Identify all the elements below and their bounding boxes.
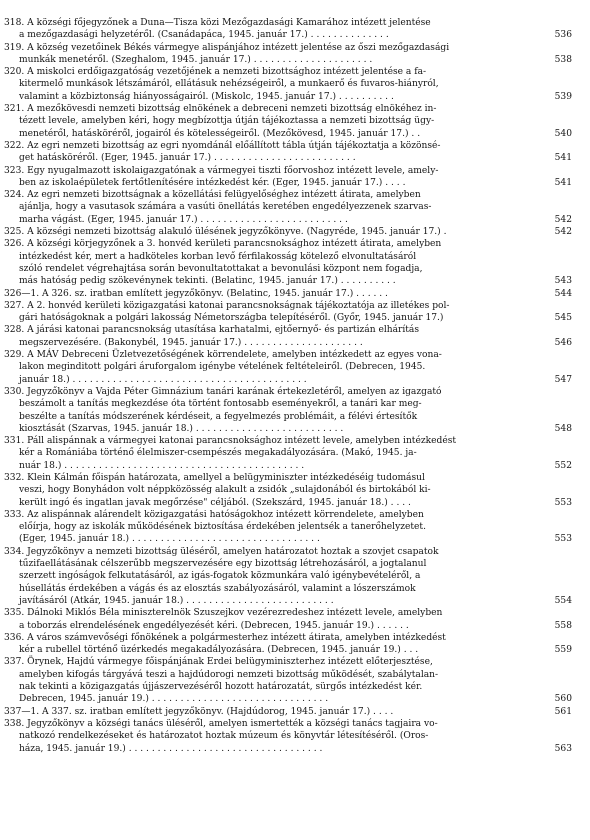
- page-number: 547: [554, 374, 572, 385]
- entry-title-line: 335. Dálnoki Miklós Béla miniszterelnök Szuszejkov vezérezredeshez intézett levele, amelyben: [4, 608, 443, 619]
- entry-continuation-line: kér a Romániába történő élelmiszer-csempészés megakadályozására. (Makó, 1945. ja-: [19, 448, 417, 459]
- entry-title-line: 325. A községi nemzeti bizottság alakuló ülésének jegyzőkönyve. (Nagyréde, 1945. január 17.) . 542: [4, 227, 572, 238]
- entry-continuation-line: natkozó rendelkezéseket és határozatot hoztak múzeum és könyvtár létesítéséről. (Oros-: [19, 731, 429, 742]
- entry-continuation-line: ben az iskolaépületek fertőtlenítésére intézkedést kér. (Eger, 1945. január 17.) . . . . 541: [19, 177, 572, 188]
- page-number: 542: [554, 214, 572, 225]
- entry-title-line: 329. A MÁV Debreceni Üzletvezetőségének körrendelete, amelyben intézkedett az egyes vona-: [4, 350, 442, 361]
- entry-title-line: 337—1. A 337. sz. iratban említett jegyzőkönyv. (Hajdúdorog, 1945. január 17.) . . . . 561: [4, 706, 572, 717]
- entry-continuation-line: intézkedést kér, mert a hadköteles korban levő férfilakosság kötelező elvonultatásáról: [19, 251, 417, 262]
- entry-continuation-line: január 18.) . . . . . . . . . . . . . . . . . . . . . . . . . . . . . . . . . . . . . . . . . 547: [19, 374, 572, 385]
- toc-entry: [0, 386, 590, 435]
- entry-continuation-line: beszámolt a tanítás megkezdése óta történt fontosabb eseményekről, a tanári kar meg-: [19, 399, 422, 410]
- toc-entry: [0, 546, 590, 607]
- entry-continuation-line: más hatóság pedig szökevénynek tekinti. (Belatinc, 1945. január 17.) . . . . . . . . . . 543: [19, 276, 572, 287]
- page-number: 558: [554, 620, 572, 631]
- entry-continuation-line: munkák menetéről. (Szeghalom, 1945. január 17.) . . . . . . . . . . . . . . . . . . . . . 538: [19, 54, 572, 65]
- page-number: 545: [554, 313, 572, 324]
- entry-title-line: 322. Az egri nemzeti bizottság az egri nyomdánál előállított tábla útján tájékoztatja a közönsé-: [4, 140, 441, 151]
- toc-entry: [0, 656, 590, 705]
- entry-title-line: 319. A község vezetőinek Békés vármegye alispánjához intézett jelentése az őszi mezőgazdasági: [4, 42, 450, 53]
- entry-title-line: 333. Az alispánnak alárendelt közigazgatási hatóságokhoz intézett körrendelete, amelyben: [4, 509, 424, 520]
- entry-continuation-line: javításáról (Atkár, 1945. január 18.) . . . . . . . . . . . . . . . . . . . . . . . . . . 554: [19, 595, 572, 606]
- entry-title-line: 334. Jegyzőkönyv a nemzeti bizottság üléséről, amelyen határozatot hoztak a szovjet csapatok: [4, 546, 439, 557]
- toc-entry: [0, 718, 590, 755]
- toc-entry: [0, 226, 590, 238]
- entry-continuation-line: tűzifaellátásának célszerűbb megszervezésére egy bizottság létrehozásáról, a jogtalanul: [19, 559, 427, 570]
- entry-title-line: 318. A községi főjegyzőnek a Duna—Tisza közi Mezőgazdasági Kamarához intézett jelentése: [4, 18, 431, 28]
- entry-continuation-line: megszervezésére. (Bakonybél, 1945. január 17.) . . . . . . . . . . . . . . . . . . . . . 546: [19, 337, 572, 348]
- entry-continuation-line: háza, 1945. január 19.) . . . . . . . . . . . . . . . . . . . . . . . . . . . . . . . . . . 563: [19, 743, 572, 754]
- toc-entry: [0, 17, 590, 42]
- entry-title-line: 323. Egy nyugalmazott iskolaigazgatónak a vármegyei tiszti főorvoshoz intézett levele, amely-: [4, 165, 439, 176]
- entry-title-line: 338. Jegyzőkönyv a községi tanács üléséről, amelyen ismertették a községi tanács tagjaira vo-: [4, 718, 438, 729]
- toc-entry: [0, 66, 590, 103]
- entry-continuation-line: menetéről, hatásköréről, jogairól és kötelességeiről. (Mezőkövesd, 1945. január 17.) . . 540: [19, 128, 572, 139]
- toc-entry: [0, 632, 590, 657]
- entry-continuation-line: get hatásköréről. (Eger, 1945. január 17.) . . . . . . . . . . . . . . . . . . . . . . . . . 541: [19, 153, 572, 164]
- page-number: 541: [554, 153, 572, 164]
- toc-entry: [0, 300, 590, 325]
- toc-entry: [0, 140, 590, 165]
- page-number: 553: [554, 497, 572, 508]
- toc-entry: [0, 189, 590, 226]
- toc-entry: [0, 509, 590, 546]
- entry-title-line: 332. Klein Kálmán főispán határozata, amellyel a belügyminiszter intézkedéséig tudomásul: [4, 472, 425, 483]
- toc-entry: [0, 42, 590, 67]
- page-number: 561: [554, 706, 572, 717]
- entry-continuation-line: húsellátás érdekében a vágás és az elosztás szabályozásáról, valamint a lószerszámok: [19, 583, 416, 594]
- entry-title-line: 320. A miskolci erdőigazgatóság vezetőjének a nemzeti bizottsághoz intézett jelentése a fa-: [4, 67, 427, 78]
- entry-title-line: 336. A város számvevőségi főnökének a polgármesterhez intézett átirata, amelyben intézkedést: [4, 632, 446, 643]
- page-number: 559: [554, 645, 572, 656]
- page-number: 541: [554, 177, 572, 188]
- entry-continuation-line: lakon meginditott polgári áruforgalom igénybe vételének feltételeiről. (Debrecen, 1945.: [19, 362, 426, 373]
- page-number: 543: [554, 276, 572, 287]
- entry-title-line: 330. Jegyzőkönyv a Vajda Péter Gimnázium tanári karának értekezletéről, amelyen az igazgató: [4, 386, 442, 397]
- toc-entry: [0, 165, 590, 190]
- entry-title-line: 321. A mezőkövesdi nemzeti bizottság elnökének a debreceni nemzeti bizottság elnökéhez in-: [4, 104, 437, 115]
- page-number: 540: [554, 128, 572, 139]
- entry-title-line: 331. Páll alispánnak a vármegyei katonai parancsnoksághoz intézett levele, amelyben intézkedést: [4, 436, 457, 447]
- page-number: 552: [554, 460, 572, 471]
- entry-title-line: 337. Örynek, Hajdú vármegye főispánjának Erdei belügyminiszterhez intézett előterjesztése,: [4, 657, 433, 668]
- entry-continuation-line: tézett levele, amelyben kéri, hogy megbízottja útján tájékoztassa a nemzeti bizottság ügy-: [19, 116, 435, 127]
- entry-continuation-line: szerzett ingóságok felkutatásáról, az igás-fogatok közmunkára való igénybevételéről, a: [19, 571, 421, 582]
- entry-continuation-line: Debrecen, 1945. január 19.) . . . . . . . . . . . . . . . . . . . . . . . . . . . . . . . 560: [19, 694, 572, 705]
- entry-continuation-line: előírja, hogy az iskolák működésének biztosítása érdekében jelentsék a tanerőhelyzetet.: [19, 522, 426, 533]
- entry-continuation-line: kitermelő munkások létszámáról, ellátásuk nehézségeiről, a munkaerő és fuvaros-hiányról,: [19, 79, 439, 90]
- toc-entry: [0, 607, 590, 632]
- toc-entry: [0, 472, 590, 509]
- entry-continuation-line: veszi, hogy Bonyhádon volt néppközösség alakult a zsidók „sulajdonából és birtokából ki-: [19, 485, 431, 496]
- entry-continuation-line: gári hatóságoknak a polgári lakosság Németországba telepítéséről. (Győr, 1945. január 17.) 545: [19, 313, 572, 324]
- entry-continuation-line: szóló rendelet végrehajtása során bevonultatottakat a bevonulási központ nem fogadja,: [19, 263, 423, 274]
- toc-entry: [0, 288, 590, 300]
- page-number: 554: [554, 595, 572, 606]
- toc-entry: [0, 324, 590, 349]
- page-number: 544: [554, 288, 572, 299]
- entry-title-line: 327. A 2. honvéd kerületi közigazgatási katonai parancsnokságnak tájékoztatója az illetékes pol-: [4, 300, 450, 311]
- entry-continuation-line: került ingó és ingatlan javak megőrzése" céljából. (Szekszárd, 1945. január 18.) . . . . 553: [19, 497, 572, 508]
- entry-continuation-line: ajánlja, hogy a vasutasok számára a vasúti önellátás keretében engedélyezzenek szarvas-: [19, 202, 432, 213]
- entry-continuation-line: nuár 18.) . . . . . . . . . . . . . . . . . . . . . . . . . . . . . . . . . . . . . . . . . . 552: [19, 460, 572, 471]
- page-number: 548: [554, 423, 572, 434]
- page-number: 539: [554, 91, 572, 102]
- toc-entry: [0, 435, 590, 472]
- toc-entry: [0, 238, 590, 287]
- toc-entry: [0, 706, 590, 718]
- entry-continuation-line: nak tekinti a közigazgatás újjászervezéséről hozott határozatát, sürgős intézkedést kér.: [19, 682, 423, 693]
- entry-continuation-line: amelyben kifogás tárgyává teszi a hajdúdorogi nemzeti bizottság működését, szabálytalan-: [19, 669, 439, 680]
- entry-continuation-line: kiosztását (Szarvas, 1945. január 18.) . . . . . . . . . . . . . . . . . . . . . . . . . . 548: [19, 423, 572, 434]
- page-number: 538: [554, 54, 572, 65]
- entry-title-line: 324. Az egri nemzeti bizottságnak a közellátási felügyelőséghez intézett átirata, amelyben: [4, 190, 421, 201]
- entry-continuation-line: valamint a közbiztonság hiányosságairól. (Miskolc, 1945. január 17.) . . . . . . . . . . 539: [19, 91, 572, 102]
- page-number: 546: [554, 337, 572, 348]
- entry-continuation-line: a mezőgazdasági helyzetéről. (Csanádapáca, 1945. január 17.) . . . . . . . . . . . . . . 536: [19, 30, 572, 41]
- entry-continuation-line: (Eger, 1945. január 18.) . . . . . . . . . . . . . . . . . . . . . . . . . . . . . . . . . 553: [19, 534, 572, 545]
- entry-title-line: 326—1. A 326. sz. iratban említett jegyzőkönyv. (Belatinc, 1945. január 17.) . . . . . . 544: [4, 288, 572, 299]
- entry-continuation-line: a toborzás elrendelésének engedélyezését kéri. (Debrecen, 1945. január 19.) . . . . . . 558: [19, 620, 572, 631]
- toc-entry: [0, 103, 590, 140]
- entry-title-line: 326. A községi körjegyzőnek a 3. honvéd kerületi parancsnoksághoz intézett átirata, amelyben: [4, 239, 442, 250]
- entry-continuation-line: kér a rubellel történő üzérkedés megakadályozására. (Debrecen, 1945. január 19.) . . . 559: [19, 645, 572, 656]
- page-number: 542: [554, 227, 572, 238]
- page-number: 536: [554, 30, 572, 41]
- toc-entry: [0, 349, 590, 386]
- entry-title-line: 328. A járási katonai parancsnokság utasítása karhatalmi, ejtőernyő- és partizán elhárítás: [4, 325, 420, 336]
- entry-continuation-line: beszélte a tanítás módszerének kérdéseit, a fegyelmezés problémáit, a félévi értesítők: [19, 411, 418, 422]
- page-number: 553: [554, 534, 572, 545]
- page-number: 560: [554, 694, 572, 705]
- page-number: 563: [554, 743, 572, 754]
- entry-continuation-line: marha vágást. (Eger, 1945. január 17.) . . . . . . . . . . . . . . . . . . . . . . . . . . 542: [19, 214, 572, 225]
